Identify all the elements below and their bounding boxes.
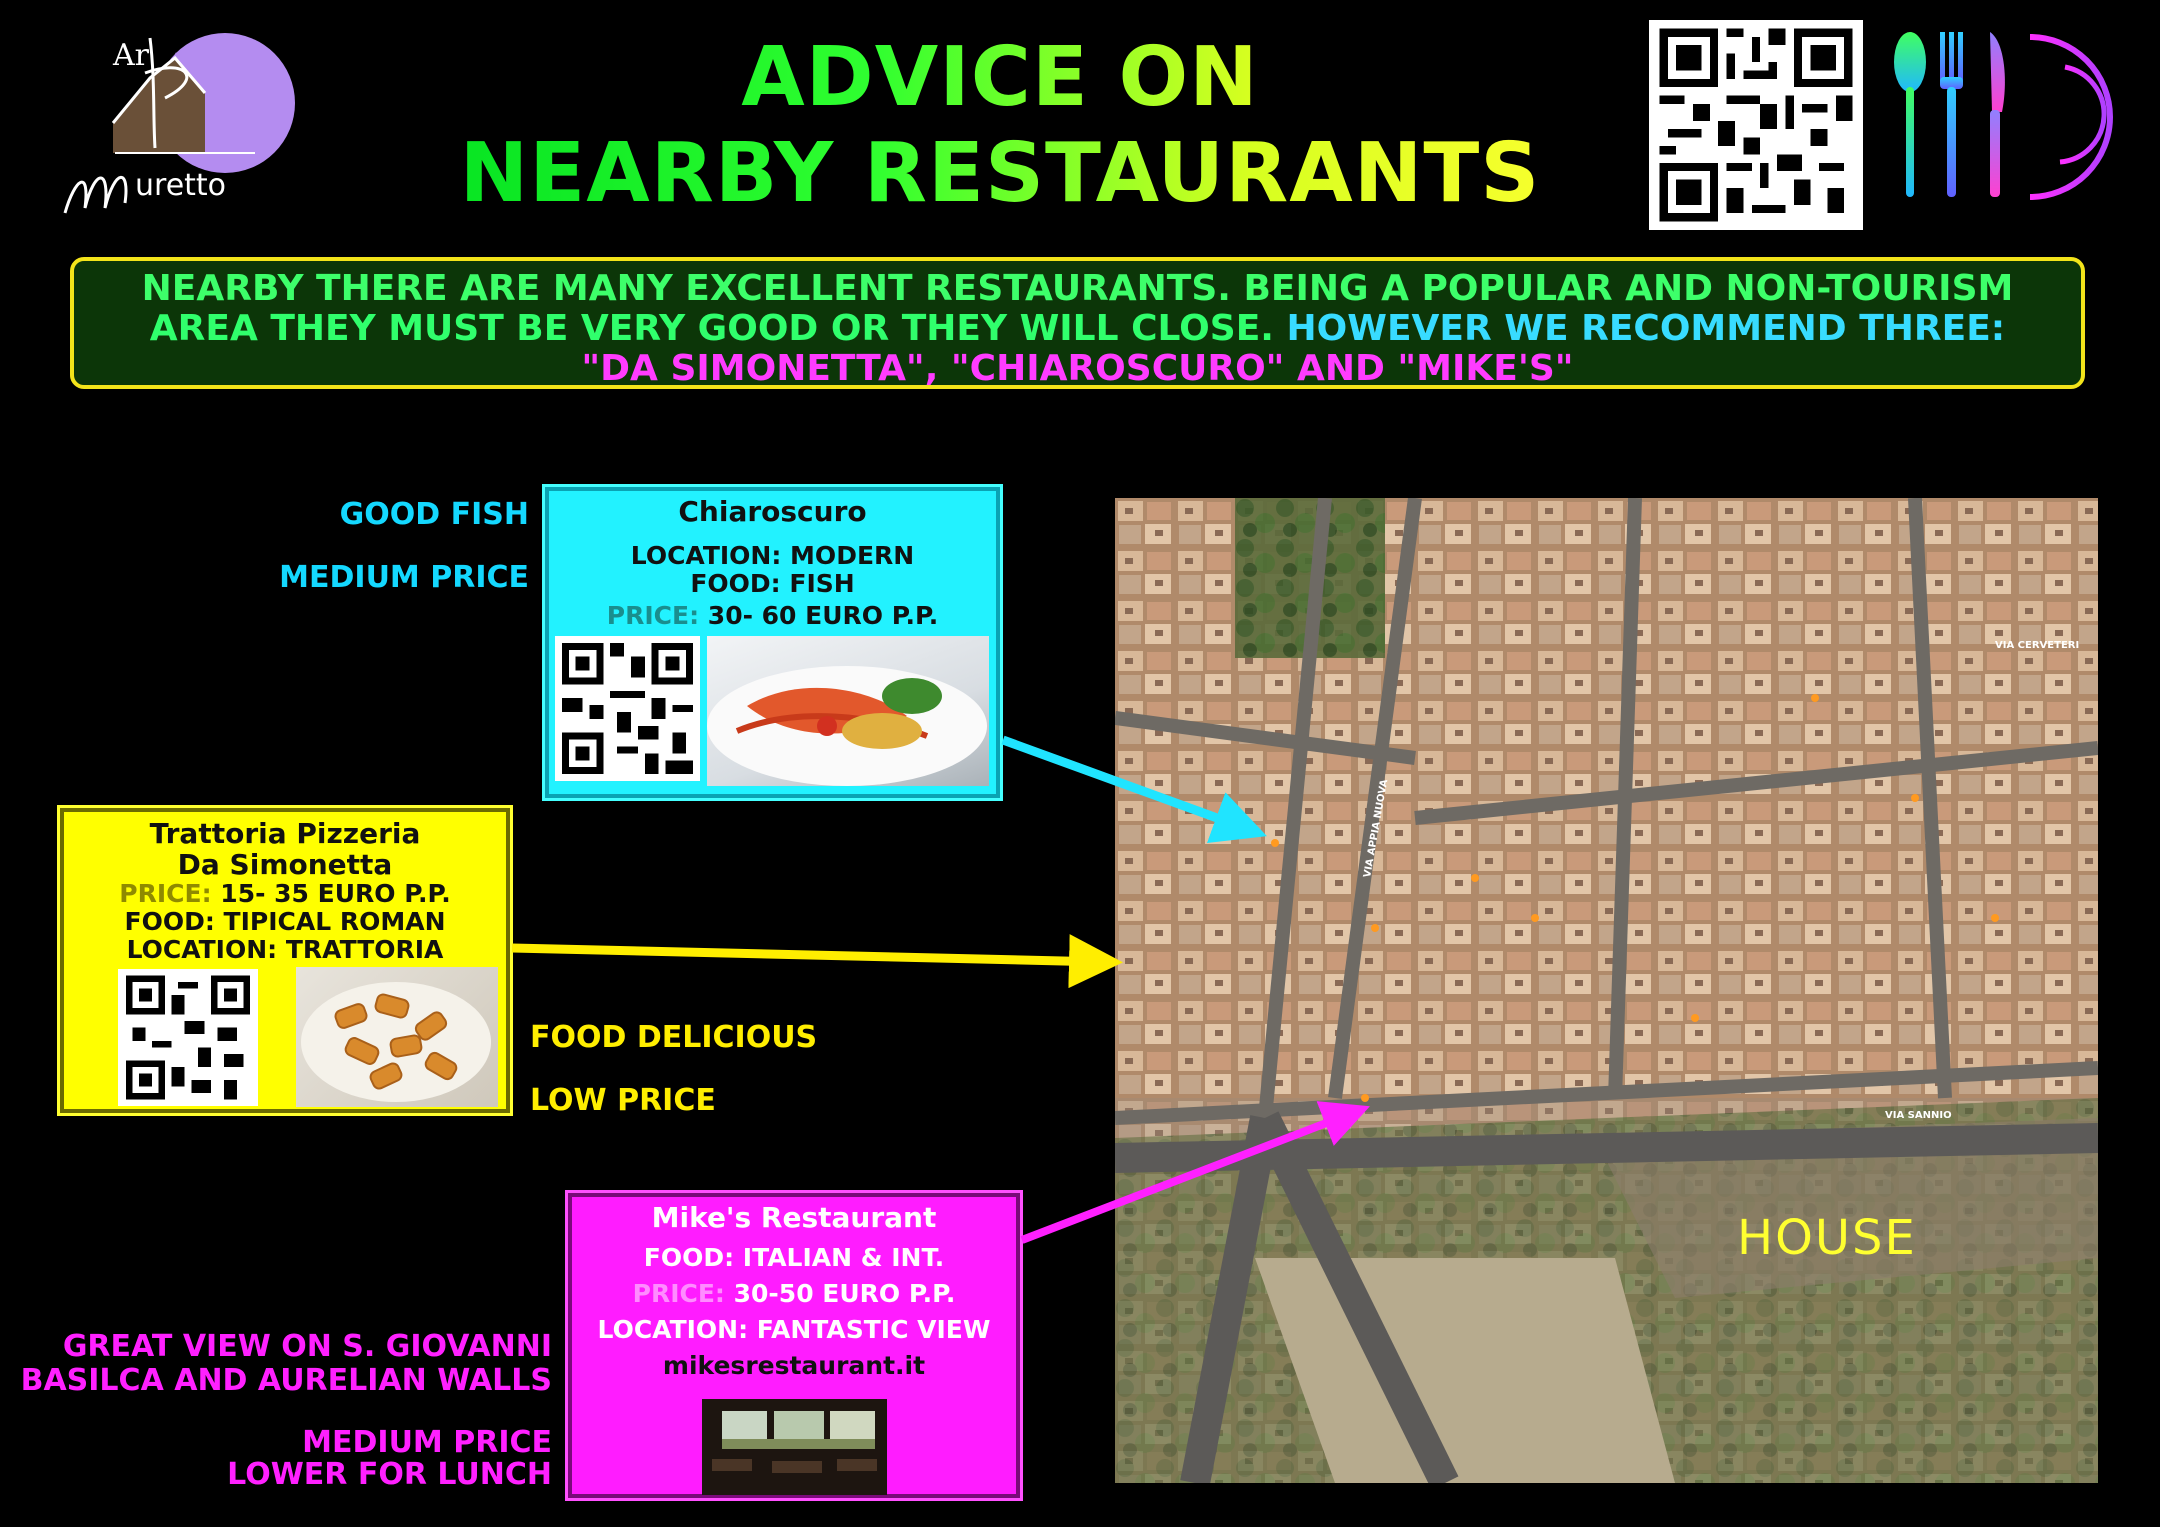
simonetta-price: PRICE: 15- 35 EURO P.P. (119, 879, 451, 908)
house-label: HOUSE (1737, 1210, 1917, 1266)
mike-location: LOCATION: FANTASTIC VIEW (597, 1315, 991, 1344)
mike-side-label-4: LOWER FOR LUNCH (227, 1457, 552, 1492)
simonetta-name-2: Da Simonetta (177, 848, 393, 881)
mike-price: PRICE: 30-50 EURO P.P. (632, 1279, 956, 1308)
cutlery-plate-icon (1880, 22, 2145, 202)
svg-text:VIA SANNIO: VIA SANNIO (1885, 1110, 1952, 1121)
chiaroscuro-side-label-2: MEDIUM PRICE (279, 560, 529, 595)
banner-line-3: "DA SIMONETTA", "CHIAROSCURO" AND "MIKE'S" (581, 348, 1574, 389)
logo-text: uretto (135, 168, 227, 203)
svg-text:VIA APPIA NUOVA: VIA APPIA NUOVA (1362, 778, 1391, 879)
banner-line-2: AREA THEY MUST BE VERY GOOD OR THEY WILL CLOSE. HOWEVER WE RECOMMEND THREE: (149, 308, 2006, 349)
title-line-1: ADVICE ON (741, 30, 1259, 125)
chiaroscuro-side-label-1: GOOD FISH (339, 497, 529, 532)
muretto-logo (55, 18, 300, 228)
chiaroscuro-location: LOCATION: MODERN (630, 541, 915, 570)
fish-dish-photo (707, 636, 989, 786)
title-line-2: NEARBY RESTAURANTS (459, 126, 1541, 221)
mike-card[interactable] (568, 1193, 1020, 1498)
chiaroscuro-qr-icon[interactable] (555, 636, 700, 781)
simonetta-name-1: Trattoria Pizzeria (149, 817, 421, 850)
page-title (380, 30, 1620, 222)
simonetta-qr-icon[interactable] (118, 969, 258, 1106)
mike-side-label-1: GREAT VIEW ON S. GIOVANNI (62, 1329, 552, 1364)
qr-code-icon[interactable] (1649, 20, 1863, 230)
chiaroscuro-food: FOOD: FISH (690, 569, 855, 598)
simonetta-side-label-1: FOOD DELICIOUS (530, 1020, 818, 1055)
svg-text:VIA CERVETERI: VIA CERVETERI (1995, 640, 2080, 651)
mike-food: FOOD: ITALIAN & INT. (643, 1243, 945, 1272)
simonetta-location: LOCATION: TRATTORIA (126, 935, 444, 964)
simonetta-arrow (512, 948, 1105, 962)
banner-line-1: NEARBY THERE ARE MANY EXCELLENT RESTAURANTS. BEING A POPULAR AND NON-TOURISM (141, 268, 2014, 309)
logo-initials: Ar (113, 38, 150, 73)
intro-banner (70, 257, 2085, 389)
simonetta-food: FOOD: TIPICAL ROMAN (124, 907, 446, 936)
restaurant-view-photo (702, 1399, 887, 1495)
mike-side-label-2: BASILCA AND AURELIAN WALLS (20, 1363, 552, 1398)
aerial-map[interactable] (1115, 498, 2098, 1483)
mike-url[interactable]: mikesrestaurant.it (662, 1351, 926, 1380)
pasta-dish-photo (296, 967, 498, 1107)
simonetta-card[interactable] (60, 808, 510, 1113)
chiaroscuro-price: PRICE: 30- 60 EURO P.P. (606, 601, 939, 630)
mike-side-label-3: MEDIUM PRICE (302, 1425, 552, 1460)
mike-name: Mike's Restaurant (651, 1201, 937, 1234)
chiaroscuro-card[interactable] (545, 487, 1000, 798)
simonetta-side-label-2: LOW PRICE (530, 1083, 716, 1118)
chiaroscuro-name: Chiaroscuro (678, 495, 867, 528)
